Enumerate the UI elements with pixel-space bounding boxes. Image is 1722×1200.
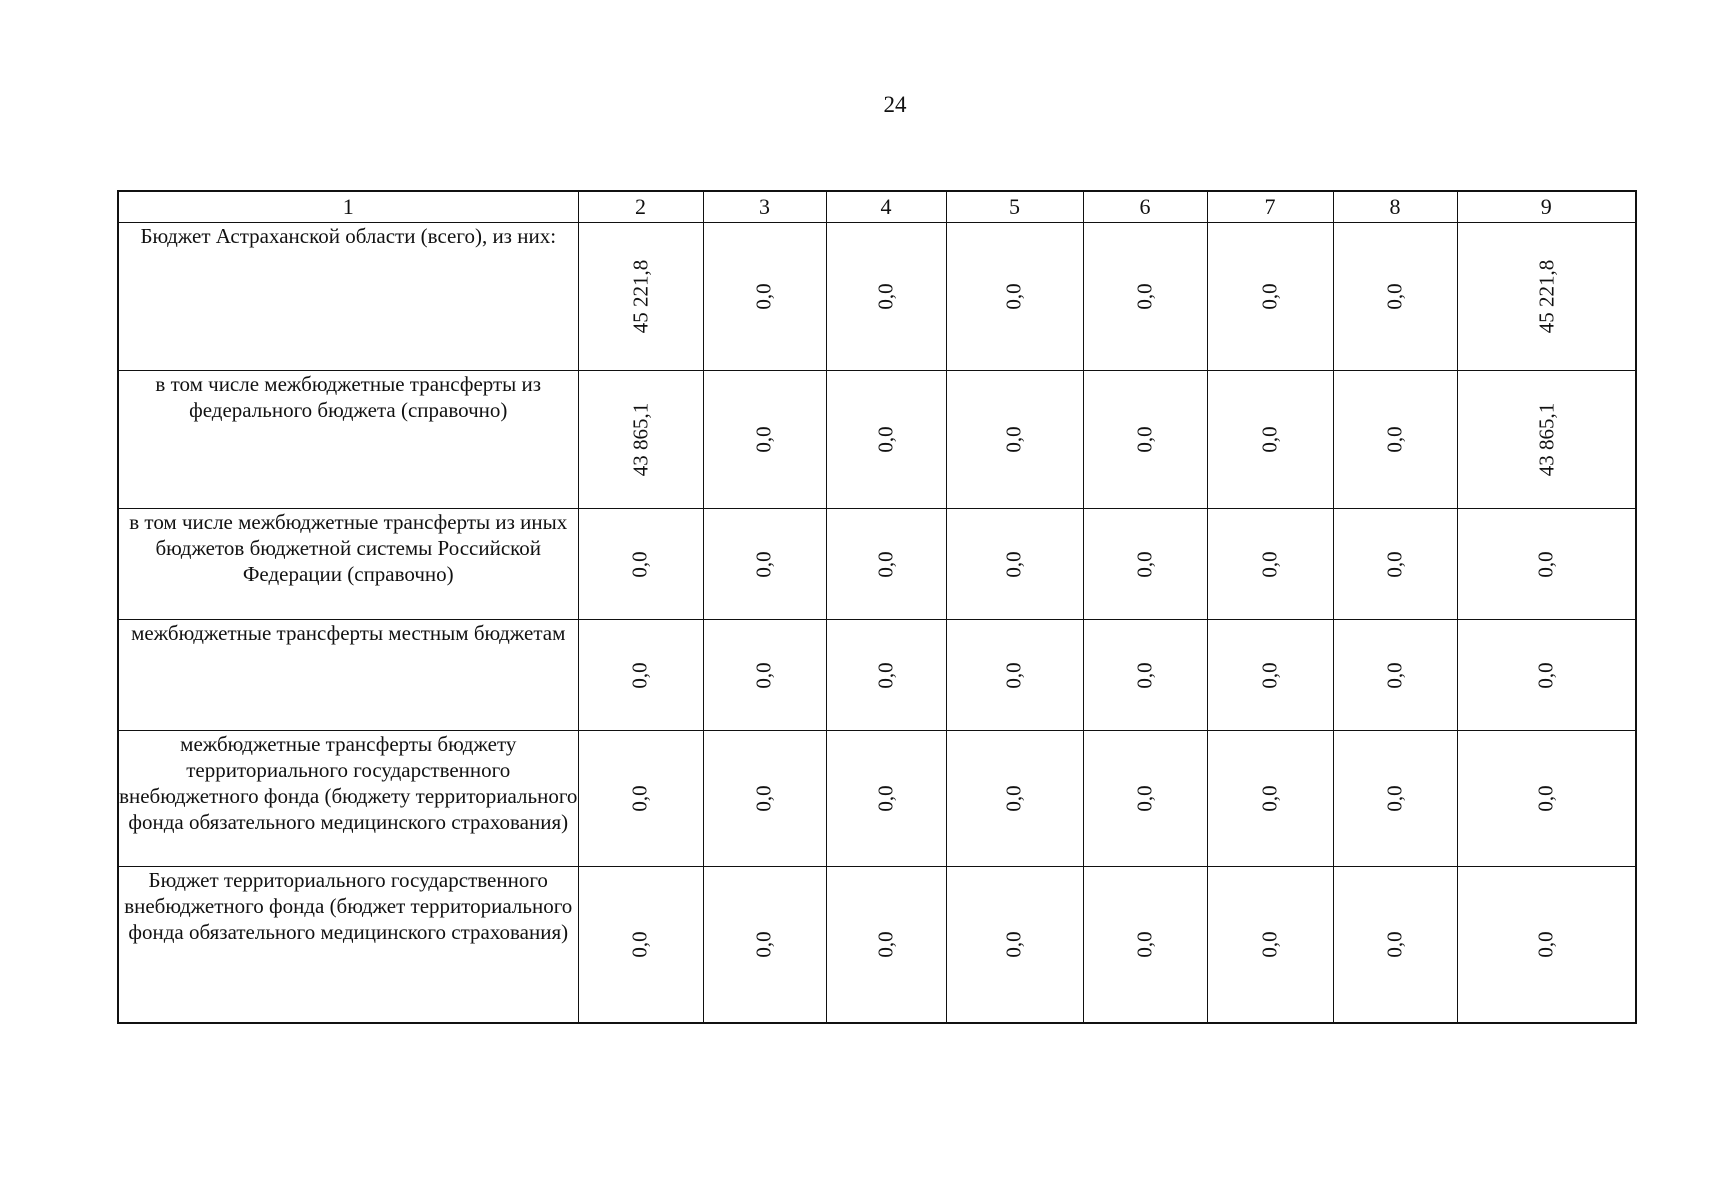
cell-value: 0,0: [1002, 785, 1026, 812]
value-cell: [1083, 867, 1207, 1023]
column-header: 8: [1333, 191, 1457, 223]
cell-value: 0,0: [752, 283, 776, 310]
cell-value: 0,0: [1382, 283, 1407, 310]
value-cell: [703, 620, 826, 731]
value-cell: [578, 223, 703, 371]
value-cell: [1207, 620, 1333, 731]
cell-value: 0,0: [873, 550, 898, 578]
value-cell: [1457, 371, 1636, 509]
cell-value: 0,0: [752, 426, 776, 453]
cell-value: 0,0: [873, 283, 898, 310]
value-cell: [946, 223, 1083, 371]
value-cell: [1207, 867, 1333, 1023]
value-cell: [826, 867, 946, 1023]
value-cell: [578, 731, 703, 867]
value-cell: [1083, 620, 1207, 731]
column-header: 3: [703, 191, 826, 223]
cell-value: 43 865,1: [628, 402, 652, 477]
cell-value: 0,0: [1257, 785, 1282, 812]
value-cell: [1083, 509, 1207, 620]
row-label: межбюджетные трансферты местным бюджетам: [118, 620, 578, 731]
column-header: 6: [1083, 191, 1207, 223]
value-cell: [1207, 371, 1333, 509]
value-cell: [946, 867, 1083, 1023]
value-cell: [1457, 509, 1636, 620]
cell-value: 45 221,8: [628, 259, 652, 334]
value-cell: [1333, 509, 1457, 620]
page-number: 24: [883, 92, 907, 117]
cell-value: 45 221,8: [1533, 259, 1558, 334]
column-header: 5: [946, 191, 1083, 223]
table-row: [118, 867, 1636, 1023]
value-cell: [578, 620, 703, 731]
table-row: [118, 620, 1636, 731]
cell-value: 0,0: [873, 785, 898, 812]
value-cell: [703, 867, 826, 1023]
table-row: [118, 731, 1636, 867]
value-cell: [578, 867, 703, 1023]
value-cell: [946, 371, 1083, 509]
cell-value: 0,0: [1382, 661, 1407, 689]
value-cell: [703, 371, 826, 509]
cell-value: 0,0: [1533, 785, 1558, 812]
cell-value: 0,0: [1382, 426, 1407, 453]
cell-value: 43 865,1: [1533, 402, 1558, 477]
cell-value: 0,0: [628, 550, 652, 578]
table-row: [118, 509, 1636, 620]
value-cell: [946, 731, 1083, 867]
cell-value: 0,0: [1132, 550, 1157, 578]
cell-value: 0,0: [1132, 426, 1157, 453]
value-cell: [1207, 223, 1333, 371]
budget-table: [117, 190, 1637, 1024]
column-header: 2: [578, 191, 703, 223]
cell-value: 0,0: [628, 785, 652, 812]
value-cell: [1207, 731, 1333, 867]
cell-value: 0,0: [752, 931, 776, 958]
value-cell: [1083, 731, 1207, 867]
value-cell: [578, 371, 703, 509]
cell-value: 0,0: [873, 931, 898, 958]
cell-value: 0,0: [1002, 550, 1026, 578]
value-cell: [703, 223, 826, 371]
row-label: межбюджетные трансферты бюджету территориального государственного внебюджетного фонда (бюджету территориального фонда обязательного медицинского страхования): [118, 731, 578, 867]
value-cell: [578, 509, 703, 620]
column-header: 7: [1207, 191, 1333, 223]
cell-value: 0,0: [1132, 283, 1157, 310]
cell-value: 0,0: [873, 661, 898, 689]
value-cell: [1083, 371, 1207, 509]
value-cell: [1333, 371, 1457, 509]
cell-value: 0,0: [752, 550, 776, 578]
cell-value: 0,0: [1132, 931, 1157, 958]
cell-value: 0,0: [1533, 931, 1558, 958]
cell-value: 0,0: [1002, 931, 1026, 958]
column-header: 9: [1457, 191, 1636, 223]
cell-value: 0,0: [1132, 785, 1157, 812]
cell-value: 0,0: [1257, 283, 1282, 310]
row-label: в том числе межбюджетные трансферты из федерального бюджета (справочно): [118, 371, 578, 509]
row-label: Бюджет Астраханской области (всего), из них:: [118, 223, 578, 371]
value-cell: [1083, 223, 1207, 371]
value-cell: [1457, 867, 1636, 1023]
value-cell: [1457, 731, 1636, 867]
cell-value: 0,0: [1382, 931, 1407, 958]
value-cell: [1333, 620, 1457, 731]
value-cell: [703, 731, 826, 867]
column-header: 1: [118, 191, 578, 223]
cell-value: 0,0: [1257, 931, 1282, 958]
cell-value: 0,0: [1382, 550, 1407, 578]
cell-value: 0,0: [1257, 661, 1282, 689]
cell-value: 0,0: [1257, 550, 1282, 578]
value-cell: [703, 509, 826, 620]
cell-value: 0,0: [1382, 785, 1407, 812]
cell-value: 0,0: [1533, 661, 1558, 689]
value-cell: [946, 509, 1083, 620]
cell-value: 0,0: [752, 661, 776, 689]
value-cell: [826, 509, 946, 620]
header-row: [118, 191, 1636, 223]
value-cell: [826, 371, 946, 509]
row-label: в том числе межбюджетные трансферты из иных бюджетов бюджетной системы Российской Федерации (справочно): [118, 509, 578, 620]
value-cell: [1333, 223, 1457, 371]
cell-value: 0,0: [1533, 550, 1558, 578]
value-cell: [826, 223, 946, 371]
cell-value: 0,0: [1002, 283, 1026, 310]
table-row: [118, 371, 1636, 509]
value-cell: [1457, 223, 1636, 371]
value-cell: [1207, 509, 1333, 620]
cell-value: 0,0: [1257, 426, 1282, 453]
row-label: Бюджет территориального государственного внебюджетного фонда (бюджет территориального фонда обязательного медицинского страхования): [118, 867, 578, 1023]
value-cell: [1333, 867, 1457, 1023]
cell-value: 0,0: [1002, 661, 1026, 689]
cell-value: 0,0: [628, 931, 652, 958]
column-header: 4: [826, 191, 946, 223]
value-cell: [826, 731, 946, 867]
value-cell: [946, 620, 1083, 731]
table-row: [118, 223, 1636, 371]
value-cell: [1333, 731, 1457, 867]
cell-value: 0,0: [1132, 661, 1157, 689]
cell-value: 0,0: [1002, 426, 1026, 453]
cell-value: 0,0: [752, 785, 776, 812]
value-cell: [1457, 620, 1636, 731]
cell-value: 0,0: [873, 426, 898, 453]
value-cell: [826, 620, 946, 731]
cell-value: 0,0: [628, 661, 652, 689]
